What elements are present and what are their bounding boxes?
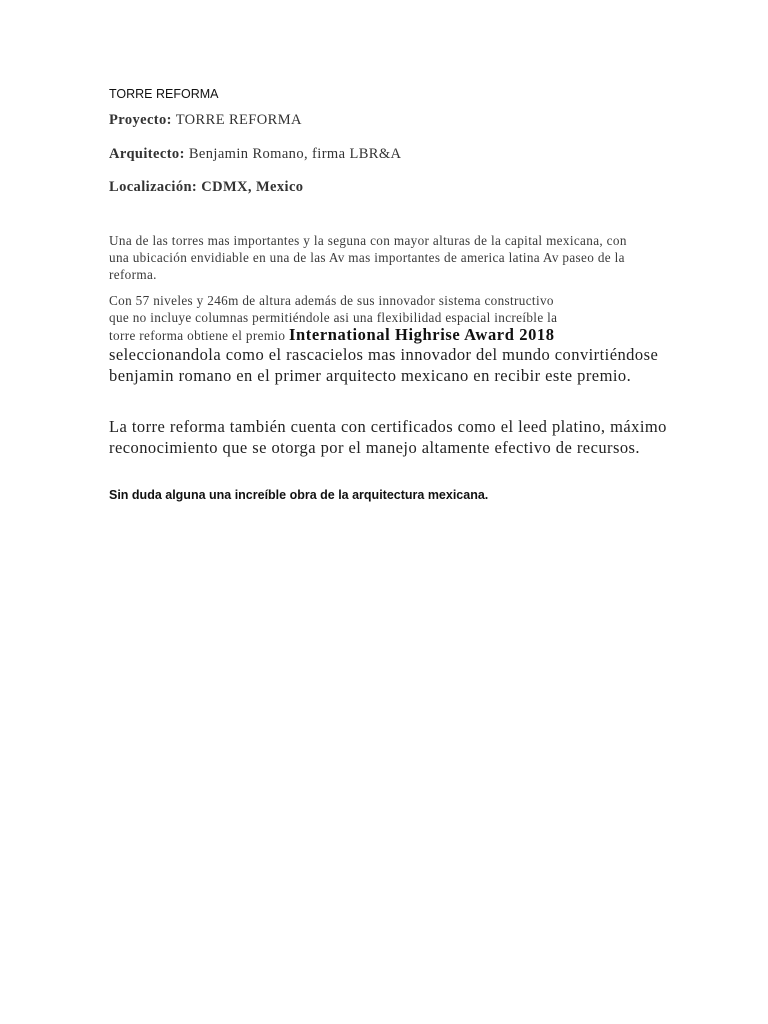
proyecto-label: Proyecto: <box>109 112 172 128</box>
meta-localizacion <box>109 179 303 196</box>
intro-paragraph: Una de las torres mas importantes y la seguna con mayor alturas de la capital mexicana, con una ubicación envidiable en una de las Av mas importantes de america latina Av paseo de la reforma. <box>109 233 627 282</box>
meta-arquitecto <box>109 146 401 163</box>
arquitecto-value: Benjamin Romano, firma LBR&A <box>188 146 402 162</box>
niveles-line-3: torre reforma obtiene el premio <box>109 328 289 343</box>
document-title: TORRE REFORMA <box>109 87 219 101</box>
closing-sentence: Sin duda alguna una increíble obra de la arquitectura mexicana. <box>109 488 489 502</box>
niveles-line-2: que no incluye columnas permitiéndole asi una flexibilidad espacial increíble la <box>109 310 558 325</box>
meta-proyecto <box>109 112 302 129</box>
proyecto-value: TORRE REFORMA <box>175 112 302 128</box>
premio-continuation-paragraph: seleccionandola como el rascacielos mas innovador del mundo convirtiéndose benjamin romano en el primer arquitecto mexicano en recibir este premio. <box>109 345 659 385</box>
niveles-line-1: Con 57 niveles y 246m de altura además de sus innovador sistema constructivo <box>109 293 554 308</box>
localizacion-label: Localización: <box>109 179 198 195</box>
arquitecto-label: Arquitecto: <box>109 146 185 162</box>
localizacion-value: CDMX, Mexico <box>201 179 304 195</box>
leed-paragraph: La torre reforma también cuenta con certificados como el leed platino, máximo reconocimiento que se otorga por el manejo altamente efectivo de recursos. <box>109 417 667 457</box>
niveles-paragraph <box>109 292 639 344</box>
award-name: International Highrise Award 2018 <box>289 325 555 344</box>
